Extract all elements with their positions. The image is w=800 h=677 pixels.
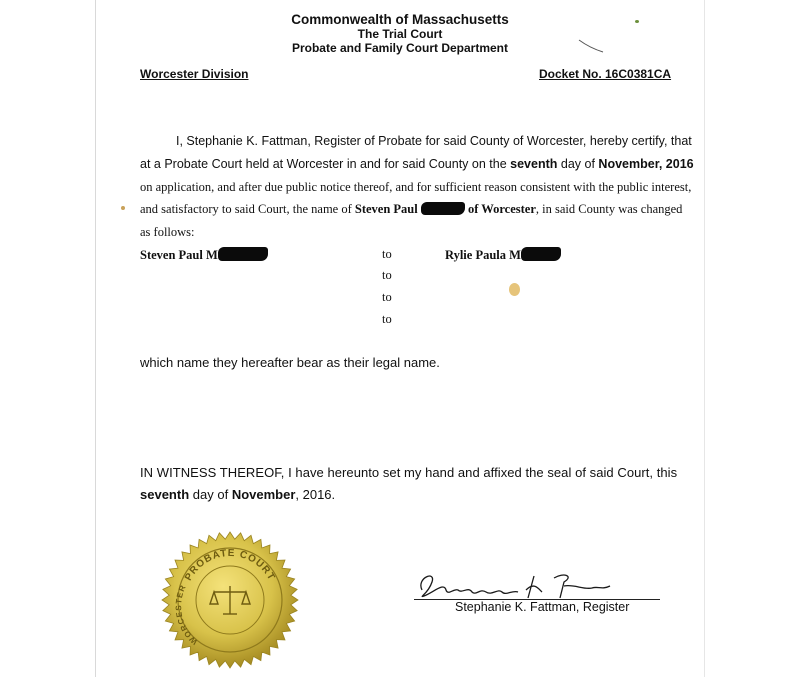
witness-line-1: IN WITNESS THEREOF, I have hereunto set my hand and affixed the seal of said Court, this: [140, 465, 678, 480]
to-label: to: [382, 290, 392, 304]
handwritten-signature: [414, 568, 614, 602]
header-department: Probate and Family Court Department: [291, 41, 509, 55]
day-seventh: seventh: [510, 157, 558, 171]
court-seal-icon: [160, 530, 300, 670]
legal-name-statement: which name they hereafter bear as their legal name.: [140, 355, 440, 370]
seal-text-top: PROBATE COURT: [183, 547, 277, 583]
speck-mark: [635, 20, 639, 23]
former-name-inline: Steven Paul: [354, 202, 418, 216]
body-line-1: [176, 134, 692, 148]
page-left-edge: [95, 0, 96, 677]
scan-scratch-mark: [578, 38, 604, 54]
page-right-edge: [704, 0, 705, 677]
month-year: November, 2016: [598, 157, 694, 171]
certify-text: I, Stephanie K. Fattman, Register of Probate for said County of Worcester, hereby certify, that: [176, 134, 692, 148]
to-label: to: [382, 268, 392, 282]
header-trial-court: The Trial Court: [357, 27, 443, 41]
seal-text-left: WORCESTER: [174, 583, 200, 647]
header-commonwealth: Commonwealth of Massachusetts: [291, 12, 509, 27]
register-name: Stephanie K. Fattman, Register: [455, 600, 630, 614]
division-label: Worcester Division: [140, 67, 249, 81]
body-line-3: on application, and after due public notice thereof, and for sufficient reason consistent with the public interest,: [140, 180, 692, 194]
witness-line-2: seventh day of November, 2016.: [140, 487, 336, 502]
new-name: Rylie Paula M: [445, 247, 561, 263]
redaction-mark: [521, 247, 561, 261]
former-name: Steven Paul M: [140, 247, 268, 263]
speck-mark: [121, 206, 125, 210]
body-line-4: and satisfactory to said Court, the name of Steven Paul of Worcester, in said County was changed: [140, 202, 683, 216]
body-line-5: as follows:: [140, 225, 195, 239]
redaction-mark: [421, 202, 465, 215]
to-label: to: [382, 312, 392, 326]
redaction-mark: [218, 247, 268, 261]
stain-mark: [509, 283, 520, 296]
body-line-2: at a Probate Court held at Worcester in and for said County on the seventh day of November, 2016: [140, 157, 694, 171]
to-label: to: [382, 247, 392, 261]
docket-number: Docket No. 16C0381CA: [539, 67, 672, 81]
